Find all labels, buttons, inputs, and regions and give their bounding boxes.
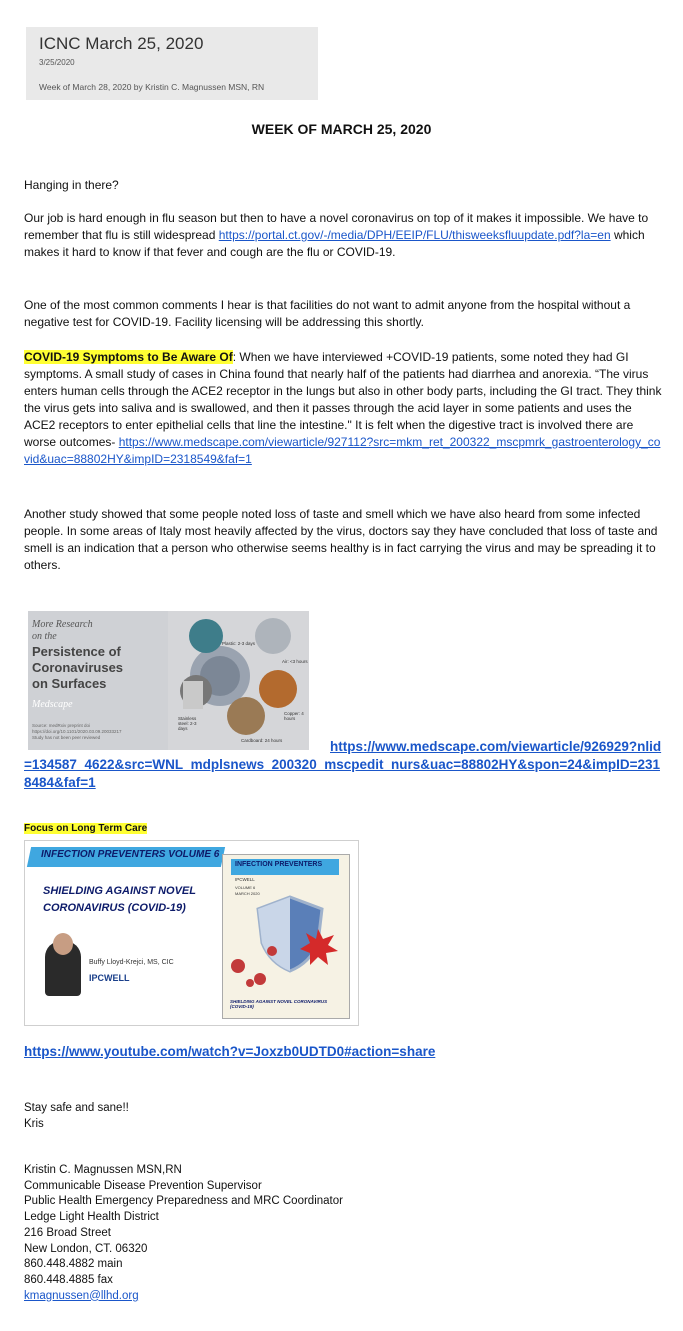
book-title: INFECTION PREVENTERS [235,861,323,868]
air-circle [255,618,291,654]
cardboard-label: Cardboard: 24 hours [241,738,283,743]
plastic-label: Plastic: 2-3 days [222,641,256,646]
presenter-name: Buffy Lloyd-Krejci, MS, CIC [89,959,174,966]
paragraph-flu-text-2: which makes it hard to know if that fever and cough are the flu or COVID-19. [24,228,645,259]
page-title: WEEK OF MARCH 25, 2020 [251,121,432,137]
ipcwell-logo: IPCWELL [89,973,130,983]
signature-name: Kristin C. Magnussen MSN,RN [24,1164,182,1176]
medscape-logo: Medscape [32,699,73,710]
symptoms-heading: COVID-19 Symptoms to Be Aware Of [24,350,233,364]
infection-preventers-image[interactable] [24,840,359,1026]
closing-line-1: Stay safe and sane!! [24,1102,129,1114]
signature-street: 216 Broad Street [24,1226,111,1239]
paragraph-flu [24,210,664,261]
signature-city: New London, CT. 06320 [24,1242,148,1255]
image-source-3: Study has not been peer reviewed [32,735,101,740]
paragraph-flu-text-1: Our job is hard enough in flu season but then to have a novel coronavirus on top of it makes it impossible. We have to remember that flu is still widespread [24,211,649,242]
flu-update-link[interactable]: https://portal.ct.gov/-/media/DPH/EEIP/FLU/thisweeksfluupdate.pdf?la=en [218,228,611,242]
plastic-circle [189,619,223,653]
paragraph-symptoms [24,349,664,468]
signature-title-2: Public Health Emergency Preparedness and MRC Coordinator [24,1195,343,1208]
air-label: Air: <3 hours [282,659,308,664]
virus-icons [228,921,338,991]
signature-email-link[interactable]: kmagnussen@llhd.org [24,1289,139,1302]
signature-phone: 860.448.4882 main [24,1258,123,1271]
image-source-2: https://doi.org/10.1101/2020.03.09.20033217 [32,729,122,734]
book-date: MARCH 2020 [235,891,260,896]
book-volume: VOLUME 6 [235,885,256,890]
book-bottom-title: SHIELDING AGAINST NOVEL CORONAVIRUS (COVID-19) [230,999,328,1009]
youtube-link[interactable]: https://www.youtube.com/watch?v=Joxzb0UDTD0#action=share [24,1044,436,1059]
image-line-3: Persistence of [32,644,121,659]
steel-can-icon [183,681,203,709]
greeting: Hanging in there? [24,178,119,192]
medscape-surface-image[interactable] [28,611,309,750]
paragraph-testing: One of the most common comments I hear is that facilities do not want to admit anyone from the hospital without a negative test for COVID-19. Facility licensing will be addressing this shortly. [24,298,631,329]
image-source: Source: medRxiv preprint doi [32,723,91,728]
ltc-heading: Focus on Long Term Care [24,823,148,834]
cardboard-circle [227,697,265,735]
signature-title-1: Communicable Disease Prevention Supervisor [24,1179,262,1192]
image-line-4: Coronaviruses [32,660,124,675]
gi-article-link[interactable]: https://www.medscape.com/viewarticle/927112?src=mkm_ret_200322_mscpmrk_gastroenterology_covid&uac=88802HY&impID=2318549&faf=1 [24,435,661,466]
image-heading: SHIELDING AGAINST NOVEL CORONAVIRUS (COVID-19) [43,885,196,914]
post-byline: Week of March 28, 2020 by Kristin C. Magnussen MSN, RN [39,82,265,92]
image-line-1: More Research [32,619,93,630]
steel-label: Stainless steel: 2-3 days [178,716,197,731]
signature-fax: 860.448.4885 fax [24,1273,113,1286]
post-date: 3/25/2020 [39,58,75,67]
closing-line-2: Kris [24,1118,44,1130]
presenter-face [53,933,73,955]
signature-block [24,1163,343,1304]
post-title: ICNC March 25, 2020 [39,34,204,53]
copper-circle [259,670,297,708]
paragraph-taste-smell: Another study showed that some people noted loss of taste and smell which we have also heard from some infected people. In some areas of Italy most heavily affected by the virus, doctors say they have concluded that loss of taste and smell is an indication that a person who otherwise seems healthy is in fact carrying the virus and may be spreading it to others. [24,507,658,572]
image-line-5: on Surfaces [32,676,107,691]
book-subtitle: IPCWELL [235,877,255,882]
banner-text: INFECTION PREVENTERS VOLUME 6 [41,849,220,860]
copper-label: Copper: 4 hours [284,711,304,721]
signature-org: Ledge Light Health District [24,1211,159,1224]
post-header [26,27,318,100]
medscape-article-link[interactable]: https://www.medscape.com/viewarticle/926929?nlid=134587_4622&src=WNL_mdplsnews_200320_mscpedit_nurs&uac=88802HY&spon=24&impID=2318484&faf=1 [24,739,662,790]
image-line-2: on the [32,631,57,642]
symptoms-text: : When we have interviewed +COVID-19 patients, some noted they had GI symptoms. A small study of cases in China found that nearly half of the patients had diarrhea and anorexia. “The virus enters human cells through the ACE2 receptor in the lungs but also in other body parts, including the GI tract. They think the virus gets into saliva and is swallowed, and then it passes through the acid layer in some patients and uses the ACE2 receptors to enter epithelial cells that line the intestine." It is felt when the digestive tract is involved there are worse outcomes- [24,350,662,449]
